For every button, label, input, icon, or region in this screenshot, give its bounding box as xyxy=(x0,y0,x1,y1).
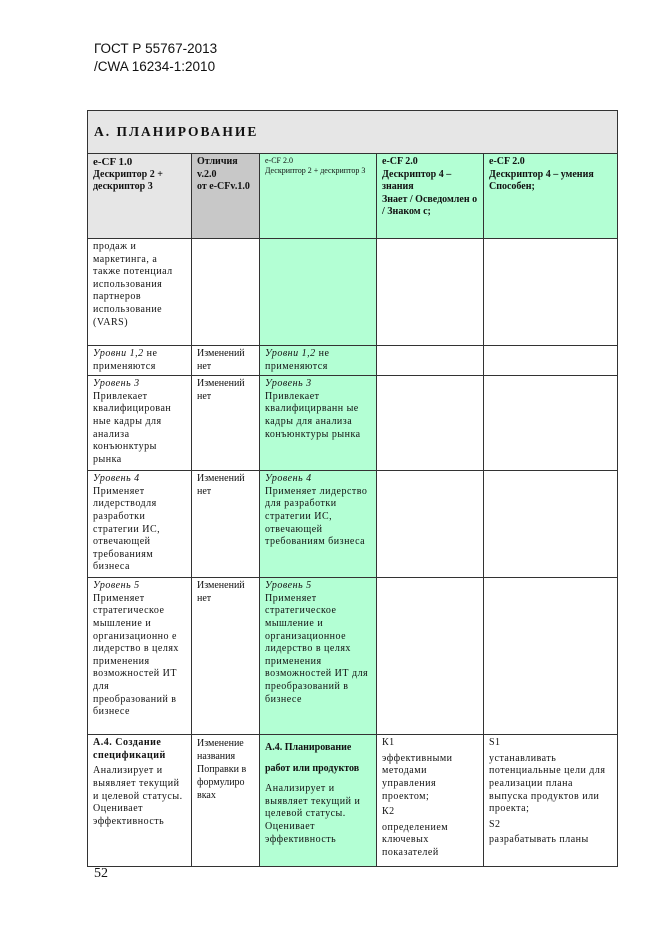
table-row xyxy=(88,346,618,376)
cell-skills xyxy=(484,578,618,735)
level-label: Уровень 4 xyxy=(93,473,140,485)
header-diff xyxy=(192,154,260,239)
competence-text: Анализирует и выявляет текущий и целевой статусы. Оценивает эффективность xyxy=(265,783,361,845)
knowledge-k1-code: К1 xyxy=(382,737,395,749)
competence-title: А.4. Создание спецификаций xyxy=(93,737,166,761)
header-skills-sub: Дескриптор 4 – умения xyxy=(489,168,594,180)
header-skills xyxy=(484,154,618,239)
section-title: А. ПЛАНИРОВАНИЕ xyxy=(88,111,618,154)
cell-skills xyxy=(484,735,618,867)
cell-skills xyxy=(484,376,618,471)
competence-text: Анализирует и выявляет текущий и целевой статусы. Оценивает эффективность xyxy=(93,765,183,827)
knowledge-k2-text: определением ключевых показателей xyxy=(382,821,449,858)
cell-ecf1 xyxy=(88,346,192,376)
level-label: Уровни 1,2 xyxy=(93,348,144,359)
diff-wording-change: Поправки в формулиро вках xyxy=(197,764,247,802)
skill-s1-code: S1 xyxy=(489,737,501,749)
competence-table xyxy=(87,110,618,867)
table-row xyxy=(88,239,618,346)
header-diff-sub: от e-CFv.1.0 xyxy=(197,181,250,192)
skill-s2-text: разрабатывать планы xyxy=(489,834,589,846)
level-label: Уровень 3 xyxy=(93,378,140,390)
cell-ecf2 xyxy=(260,578,377,735)
header-ecf1-title: e-CF 1.0 xyxy=(93,156,133,168)
cell-ecf1: продаж и маркетинга, а также потенциал использования партнеров использование (VARS) xyxy=(88,239,192,346)
page-number: 52 xyxy=(94,866,108,881)
cell-ecf1 xyxy=(88,735,192,867)
level-text: Применяет стратегическое мышление и организационное лидерство в целях применения возможностей ИТ для преобразований в бизнесе xyxy=(265,592,369,705)
standard-number: ГОСТ Р 55767-2013 xyxy=(94,41,218,56)
cell-knowledge xyxy=(377,735,484,867)
cell-ecf2 xyxy=(260,735,377,867)
cell-skills xyxy=(484,346,618,376)
competence-title: А.4. Планирование работ или продуктов xyxy=(265,742,360,775)
cell-diff: Изменений нет xyxy=(192,376,260,471)
level-text: не применяются xyxy=(93,348,158,372)
table-row xyxy=(88,471,618,578)
table-row xyxy=(88,735,618,867)
cell-skills xyxy=(484,471,618,578)
cell-ecf1 xyxy=(88,578,192,735)
header-skills-title: e-CF 2.0 xyxy=(489,156,525,167)
standard-ref: /CWA 16234-1:2010 xyxy=(94,59,216,74)
table-row xyxy=(88,376,618,471)
header-knowledge-sub2: Знает / Осведомлен о / Знаком с; xyxy=(382,193,478,217)
knowledge-k1-text: эффективными методами управления проектом; xyxy=(382,752,453,802)
cell-ecf1 xyxy=(88,471,192,578)
cell-knowledge xyxy=(377,471,484,578)
skill-s1-text: устанавливать потенциальные цели для реализации плана выпуска продуктов или проекта; xyxy=(489,752,606,815)
cell-knowledge xyxy=(377,346,484,376)
cell-diff xyxy=(192,735,260,867)
level-text: Привлекает квалифицирован ные кадры для анализа конъюнктуры рынка xyxy=(93,390,172,465)
cell-ecf2 xyxy=(260,346,377,376)
level-label: Уровень 5 xyxy=(93,580,140,592)
header-knowledge-sub: Дескриптор 4 – знания xyxy=(382,168,452,192)
header-diff-title: Отличия v.2.0 xyxy=(197,156,238,180)
cell-diff xyxy=(192,239,260,346)
cell-diff: Изменений нет xyxy=(192,346,260,376)
header-ecf2-descr xyxy=(260,154,377,239)
cell-ecf2 xyxy=(260,376,377,471)
header-ecf2-sub: Дескриптор 2 + дескриптор 3 xyxy=(265,166,366,175)
level-label: Уровень 4 xyxy=(265,473,312,485)
level-text: Применяет стратегическое мышление и организационно е лидерство в целях применения возможностей ИТ для преобразований в бизнесе xyxy=(93,592,179,718)
document-header xyxy=(94,40,217,76)
knowledge-k2-code: К2 xyxy=(382,806,395,818)
header-ecf1 xyxy=(88,154,192,239)
cell-knowledge xyxy=(377,578,484,735)
level-text: Применяет лидерство для разработки стратегии ИС, отвечающей требованиям бизнеса xyxy=(265,485,368,548)
cell-diff: Изменений нет xyxy=(192,471,260,578)
cell-knowledge xyxy=(377,376,484,471)
table-header-row xyxy=(88,154,618,239)
table-row xyxy=(88,578,618,735)
cell-ecf2 xyxy=(260,471,377,578)
diff-name-change: Изменение названия xyxy=(197,738,244,763)
cell-skills xyxy=(484,239,618,346)
header-ecf2-title: e-CF 2.0 xyxy=(265,156,293,165)
header-knowledge-title: e-CF 2.0 xyxy=(382,156,418,167)
header-knowledge xyxy=(377,154,484,239)
cell-knowledge xyxy=(377,239,484,346)
cell-diff: Изменений нет xyxy=(192,578,260,735)
level-label: Уровни 1,2 xyxy=(265,348,316,359)
cell-ecf1 xyxy=(88,376,192,471)
level-text: Применяет лидерстводля разработки стратегии ИС, отвечающей требованиям бизнеса xyxy=(93,485,161,573)
level-text: Привлекает квалифицирванн ые кадры для анализа конъюнктуры рынка xyxy=(265,390,361,440)
cell-ecf2 xyxy=(260,239,377,346)
level-text: не применяются xyxy=(265,348,330,372)
header-skills-sub2: Способен; xyxy=(489,181,535,192)
skill-s2-code: S2 xyxy=(489,818,501,830)
level-label: Уровень 3 xyxy=(265,378,312,390)
level-label: Уровень 5 xyxy=(265,580,312,592)
header-ecf1-sub: Дескриптор 2 + дескриптор 3 xyxy=(93,168,163,192)
